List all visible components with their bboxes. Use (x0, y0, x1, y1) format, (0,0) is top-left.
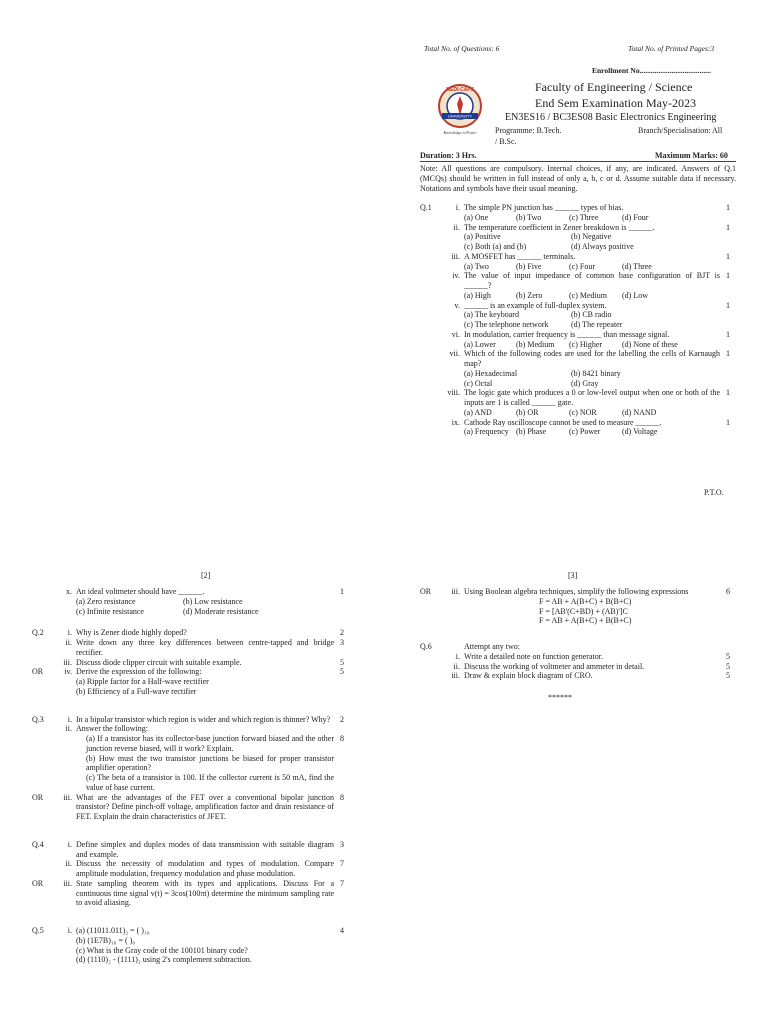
q6-header (420, 642, 730, 652)
item-number: ii. (65, 724, 72, 734)
question-text: The logic gate which produces a 0 or low-level output when one or both of the inputs are 1 is called ______ gate. (464, 388, 720, 407)
question-label: Q.4 (32, 839, 44, 849)
item-number: v. (454, 300, 460, 310)
boolean-expression: F = [AB'(C+BD) + (AB)']C (539, 606, 628, 616)
header-divider (420, 161, 736, 162)
option: (c) Higher (569, 339, 603, 349)
option: (a) Positive (464, 232, 501, 242)
item-number: iv. (64, 667, 72, 677)
option: (d) Gray (571, 378, 599, 388)
sub-item: (a) Ripple factor for a Half-wave rectifier (76, 677, 209, 686)
marks: 5 (340, 667, 344, 677)
option: (d) None of these (622, 339, 678, 349)
sub-item: (b) (1E7B)₁₆ = ( )₈ (76, 935, 136, 945)
q5-item (32, 926, 344, 965)
q1-item (420, 388, 730, 417)
option: (b) CB radio (571, 310, 612, 320)
sub-item: (b) Efficiency of a Full-wave rectifier (76, 686, 197, 696)
question-label: Q.5 (32, 926, 44, 935)
question-text: The simple PN junction has ______ types of bias. (464, 203, 624, 212)
option: (c) NOR (569, 407, 597, 417)
question-label: Q.2 (32, 628, 44, 638)
option: (d) NAND (622, 407, 657, 417)
q2-item (32, 658, 344, 668)
question-text: Which of the following codes are used for the labelling the cells of Karnaugh map? (464, 349, 720, 368)
q1-section (420, 203, 730, 437)
question-label (32, 638, 54, 658)
option: (d) Moderate resistance (183, 606, 259, 616)
option: (b) Negative (571, 232, 612, 242)
option: (b) Low resistance (183, 596, 243, 606)
question-text: Discuss the working of voltmeter and ammeter in detail. (464, 661, 645, 671)
university-logo-icon (430, 82, 490, 140)
option: (a) Two (464, 261, 489, 271)
marks: 8 (340, 734, 344, 744)
item-number: ii. (65, 859, 72, 869)
marks: 1 (726, 300, 730, 310)
marks: 6 (726, 587, 730, 596)
q1-item (420, 203, 730, 223)
q4-item (32, 879, 344, 908)
option: (c) Power (569, 427, 601, 437)
page2-content (32, 587, 344, 965)
question-text: Write a detailed note on function generator. (464, 651, 603, 661)
sub-item: (c) What is the Gray code of the 100101 binary code? (76, 945, 248, 955)
item-number: iii. (63, 792, 72, 802)
q3-item (32, 724, 344, 792)
pto-label: P.T.O. (704, 488, 724, 497)
option: (a) AND (464, 407, 492, 417)
q1-label: Q.1 (420, 203, 432, 212)
marks: 3 (340, 638, 344, 647)
marks: 2 (340, 628, 344, 638)
enrollment-number: Enrollment No...................................... (592, 66, 711, 75)
programme: Programme: B.Tech. (495, 126, 562, 135)
question-text: Derive the expression of the following: (76, 667, 202, 677)
q1-item (420, 330, 730, 350)
question-text: Why is Zener diode highly doped? (76, 628, 187, 638)
question-text: Answer the following: (76, 724, 148, 734)
marks: 1 (726, 329, 730, 339)
item-number: i. (455, 203, 460, 212)
marks: 5 (726, 651, 730, 661)
q1-item (420, 223, 730, 252)
option: (a) One (464, 212, 489, 222)
logo-tagline: Knowledge is Power (443, 130, 477, 135)
option: (a) Zero resistance (76, 596, 136, 606)
question-label: OR (32, 878, 44, 888)
question-text: The temperature coefficient in Zener breakdown is ______. (464, 222, 655, 232)
item-number: iii. (451, 251, 460, 261)
branch: Branch/Specialisation: All (638, 126, 723, 135)
q1-item (420, 301, 730, 330)
question-text: Define simplex and duplex modes of data transmission with suitable diagram and example. (76, 839, 334, 859)
marks: 1 (726, 349, 730, 359)
q2-item (32, 638, 344, 658)
option: (d) The repeater (571, 320, 623, 329)
option: (d) Low (622, 290, 648, 300)
sub-item: (b) How must the two transistor junctions be biased for proper transistor amplifier operation? (86, 753, 334, 773)
total-questions: Total No. of Questions: 6 (424, 44, 500, 53)
marks: 1 (340, 587, 344, 596)
item-number: iii. (63, 657, 72, 667)
item-number: ix. (451, 417, 460, 427)
logo-text: MEDI-CAPS (445, 87, 475, 93)
q1-item-x (32, 587, 344, 616)
question-label (32, 859, 54, 879)
q4-item (32, 859, 344, 879)
course-title: EN3ES16 / BC3ES08 Basic Electronics Engineering (505, 112, 717, 123)
question-text: Cathode Ray oscilloscope cannot be used to measure ______. (464, 417, 662, 427)
option: (b) OR (516, 407, 539, 417)
page-number-2: [2] (201, 571, 211, 580)
question-label: OR (32, 792, 44, 802)
q2-item (32, 628, 344, 638)
marks: 1 (726, 222, 730, 232)
option: (b) Five (516, 261, 542, 271)
item-number: ii. (65, 638, 72, 647)
question-text: What are the advantages of the FET over a conventional bipolar junction transistor? Define pinch-off voltage, amplification factor and drain resistance of FET. Explain the drain characteristics of JFET. (76, 792, 334, 821)
option: (b) Two (516, 212, 542, 222)
option: (c) Octal (464, 378, 493, 388)
end-marker: ****** (548, 693, 572, 702)
instructions-note: Note: All questions are compulsory. Internal choices, if any, are indicated. Answers of Q.1 (MCQs) should be written in full instead of only a, b, c or d. Assume suitable data if necessary. Notations and symbols have their usual meaning. (420, 164, 736, 193)
question-label: OR (420, 587, 432, 596)
q6-item (420, 652, 730, 662)
option: (b) Medium (516, 339, 555, 349)
question-text: An ideal voltmeter should have ______. (76, 587, 205, 596)
item-number: i. (455, 651, 460, 661)
option: (b) Phase (516, 427, 546, 437)
question-text: Draw & explain block diagram of CRO. (464, 671, 593, 681)
option: (c) Both (a) and (b) (464, 242, 527, 251)
option: (c) Four (569, 261, 595, 271)
marks: 5 (726, 661, 730, 671)
marks: 1 (726, 417, 730, 427)
question-text: In modulation, carrier frequency is ______ than message signal. (464, 329, 670, 339)
q6-item (420, 662, 730, 672)
marks: 1 (726, 271, 730, 281)
marks: 7 (340, 859, 344, 869)
item-number: iii. (451, 587, 460, 596)
marks: 8 (340, 792, 344, 802)
question-text: Discuss the necessity of modulation and types of modulation. Compare amplitude modulation, frequency modulation and phase modulation. (76, 859, 334, 878)
q3-item (32, 715, 344, 725)
question-text: Using Boolean algebra techniques, simplify the following expressions (464, 587, 689, 596)
sub-item: (a) (11011.011)₂ = ( )₁₀ (76, 926, 150, 935)
item-number: vii. (449, 349, 460, 359)
programme-continued: / B.Sc. (495, 137, 517, 146)
option: (c) Three (569, 212, 599, 222)
question-text: Attempt any two: (464, 642, 520, 651)
item-number: viii. (447, 388, 460, 398)
question-label (32, 658, 54, 668)
question-text: Write down any three key differences between centre-tapped and bridge rectifier. (76, 638, 334, 657)
option: (b) 8421 binary (571, 368, 621, 378)
option: (d) Voltage (622, 427, 658, 437)
sub-item: (a) If a transistor has its collector-base junction forward biased and the other junction reverse biased, will it work? Explain. (86, 734, 334, 753)
marks: 5 (726, 671, 730, 681)
q4-item (32, 840, 344, 860)
q5-item-iii (420, 587, 730, 626)
total-pages: Total No. of Printed Pages:3 (628, 44, 715, 53)
option: (a) Hexadecimal (464, 368, 518, 378)
question-text: State sampling theorem with its types and applications. Discuss For a continuous time signal v(t) = 3cos(100πt) determine the minimum sampling rate to avoid aliasing. (76, 878, 334, 908)
marks: 1 (726, 388, 730, 398)
q1-item (420, 418, 730, 438)
boolean-expression: F = AB + A(B+C) + B(B+C) (539, 616, 632, 626)
item-number: x. (66, 587, 72, 596)
option: (c) Medium (569, 290, 607, 300)
question-label: Q.3 (32, 714, 44, 724)
item-number: i. (67, 714, 72, 724)
item-number: i. (67, 926, 72, 935)
page-number-3: [3] (568, 571, 578, 580)
item-number: iii. (63, 878, 72, 888)
item-number: iii. (451, 671, 460, 681)
question-text: Discuss diode clipper circuit with suitable example. (76, 657, 242, 667)
page3-content (420, 587, 730, 703)
duration: Duration: 3 Hrs. (420, 151, 477, 160)
q3-item (32, 793, 344, 822)
question-text: In a bipolar transistor which region is wider and which region is thinner? Why? (76, 714, 331, 724)
question-text: The value of input impedance of common base configuration of BJT is ______? (464, 271, 720, 290)
option: (a) The keyboard (464, 310, 519, 320)
question-text: A MOSFET has ______ terminals. (464, 251, 576, 261)
item-number: iv. (452, 271, 460, 281)
marks: 1 (726, 251, 730, 261)
question-label: OR (32, 667, 44, 677)
option: (d) Three (622, 261, 652, 271)
marks: 3 (340, 839, 344, 849)
item-number: i. (67, 628, 72, 638)
marks: 1 (726, 203, 730, 212)
q1-item (420, 252, 730, 272)
boolean-expression: F = AB + A(B+C) + B(B+C) (539, 596, 632, 606)
item-number: ii. (453, 222, 460, 232)
logo-sub: UNIVERSITY (447, 113, 473, 119)
marks: 4 (340, 926, 344, 935)
q1-item (420, 271, 730, 300)
option: (d) Four (622, 212, 649, 222)
q1-item (420, 349, 730, 388)
sub-item: (c) The beta of a transistor is 100. If the collector current is 50 mA, find the value of base current. (86, 773, 334, 792)
option: (b) Zero (516, 290, 543, 300)
option: (a) Frequency (464, 427, 509, 437)
option: (c) The telephone network (464, 320, 549, 329)
question-text: ______ is an example of full-duplex system. (464, 300, 607, 310)
option: (c) Infinite resistance (76, 606, 144, 616)
marks: 7 (340, 878, 344, 888)
sub-item: (d) (1110)₂ - (1111)₂ using 2's complement subtraction. (76, 955, 252, 965)
item-number: ii. (453, 661, 460, 671)
q2-item (32, 667, 344, 696)
item-number: vi. (451, 329, 460, 339)
marks: 5 (340, 657, 344, 667)
option: (d) Always positive (571, 242, 634, 251)
max-marks: Maximum Marks: 60 (655, 151, 728, 160)
item-number: i. (67, 839, 72, 849)
option: (a) High (464, 290, 491, 300)
option: (a) Lower (464, 339, 496, 349)
faculty-title: Faculty of Engineering / Science (535, 80, 693, 94)
q6-item (420, 671, 730, 681)
marks: 2 (340, 714, 344, 724)
exam-title: End Sem Examination May-2023 (535, 96, 696, 110)
question-label: Q.6 (420, 642, 432, 651)
